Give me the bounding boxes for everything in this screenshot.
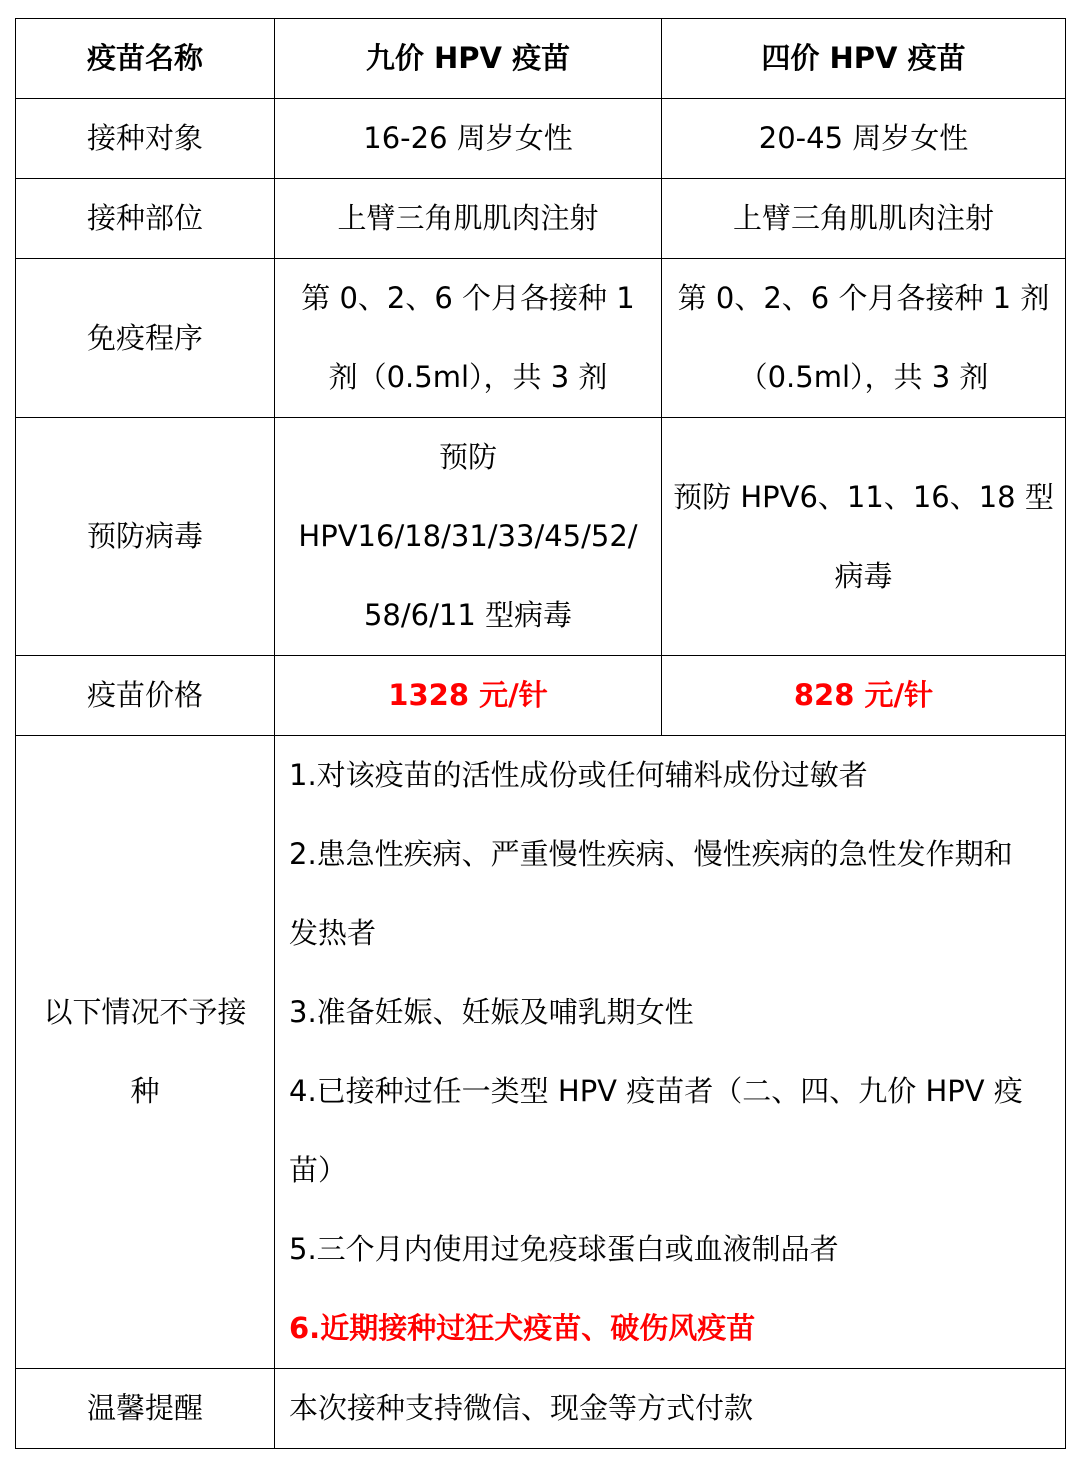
schedule-nine-valent-cell bbox=[275, 259, 662, 418]
target-label-cell: 接种对象 bbox=[16, 99, 275, 179]
header-label-cell: 疫苗名称 bbox=[16, 19, 275, 99]
virus-four-valent-line: 病毒 bbox=[834, 558, 893, 593]
tip-text-cell: 本次接种支持微信、现金等方式付款 bbox=[275, 1369, 1066, 1449]
header-row bbox=[16, 19, 1066, 99]
schedule-four-valent-line: （0.5ml），共 3 剂 bbox=[738, 360, 989, 394]
contraindication-item: 1.对该疫苗的活性成份或任何辅料成份过敏者 bbox=[289, 758, 868, 792]
contraindication-item-highlight: 6.近期接种过狂犬疫苗、破伤风疫苗 bbox=[289, 1311, 756, 1345]
schedule-row bbox=[16, 259, 1066, 418]
tip-row bbox=[16, 1369, 1066, 1449]
contraindication-item: 2.患急性疾病、严重慢性疾病、慢性疾病的急性发作期和 bbox=[289, 837, 1013, 871]
price-row bbox=[16, 656, 1066, 736]
tip-label-cell: 温馨提醒 bbox=[16, 1369, 275, 1449]
contraindication-item: 4.已接种过任一类型 HPV 疫苗者（二、四、九价 HPV 疫 bbox=[289, 1074, 1023, 1108]
schedule-four-valent-cell bbox=[662, 259, 1066, 418]
contraindication-item: 5.三个月内使用过免疫球蛋白或血液制品者 bbox=[289, 1232, 839, 1266]
virus-nine-valent-line: 预防 bbox=[438, 440, 497, 474]
schedule-label-cell: 免疫程序 bbox=[16, 259, 275, 418]
virus-four-valent-cell bbox=[662, 418, 1066, 656]
contraindication-item: 3.准备妊娠、妊娠及哺乳期女性 bbox=[289, 995, 694, 1029]
virus-nine-valent-line: HPV16/18/31/33/45/52/ bbox=[298, 519, 638, 553]
price-four-valent-cell: 828 元/针 bbox=[662, 656, 1066, 736]
virus-nine-valent-cell bbox=[275, 418, 662, 656]
virus-nine-valent-line: 58/6/11 型病毒 bbox=[363, 598, 572, 632]
header-nine-valent-cell: 九价 HPV 疫苗 bbox=[275, 19, 662, 99]
virus-row bbox=[16, 418, 1066, 656]
header-four-valent-cell: 四价 HPV 疫苗 bbox=[662, 19, 1066, 99]
target-nine-valent-cell: 16-26 周岁女性 bbox=[275, 99, 662, 179]
target-four-valent-cell: 20-45 周岁女性 bbox=[662, 99, 1066, 179]
site-row bbox=[16, 179, 1066, 259]
contraindication-list-cell bbox=[275, 736, 1066, 1369]
price-nine-valent-cell: 1328 元/针 bbox=[275, 656, 662, 736]
contraindication-item: 发热者 bbox=[289, 916, 377, 950]
site-four-valent-cell: 上臂三角肌肌肉注射 bbox=[662, 179, 1066, 259]
site-nine-valent-cell: 上臂三角肌肌肉注射 bbox=[275, 179, 662, 259]
contraindication-item: 苗） bbox=[289, 1153, 348, 1187]
contraindication-label-line: 种 bbox=[130, 1074, 160, 1108]
contraindication-row bbox=[16, 736, 1066, 1369]
contraindication-label-cell bbox=[16, 736, 275, 1369]
contraindication-label-line: 以下情况不予接 bbox=[43, 995, 247, 1029]
virus-label-cell: 预防病毒 bbox=[16, 418, 275, 656]
price-label-cell: 疫苗价格 bbox=[16, 656, 275, 736]
site-label-cell: 接种部位 bbox=[16, 179, 275, 259]
virus-four-valent-line: 预防 HPV6、11、16、18 型 bbox=[673, 479, 1054, 514]
schedule-nine-valent-line: 剂（0.5ml），共 3 剂 bbox=[328, 360, 608, 394]
schedule-nine-valent-line: 第 0、2、6 个月各接种 1 bbox=[301, 281, 635, 315]
target-row bbox=[16, 99, 1066, 179]
vaccine-comparison-table bbox=[15, 18, 1066, 1449]
schedule-four-valent-line: 第 0、2、6 个月各接种 1 剂 bbox=[677, 281, 1050, 315]
